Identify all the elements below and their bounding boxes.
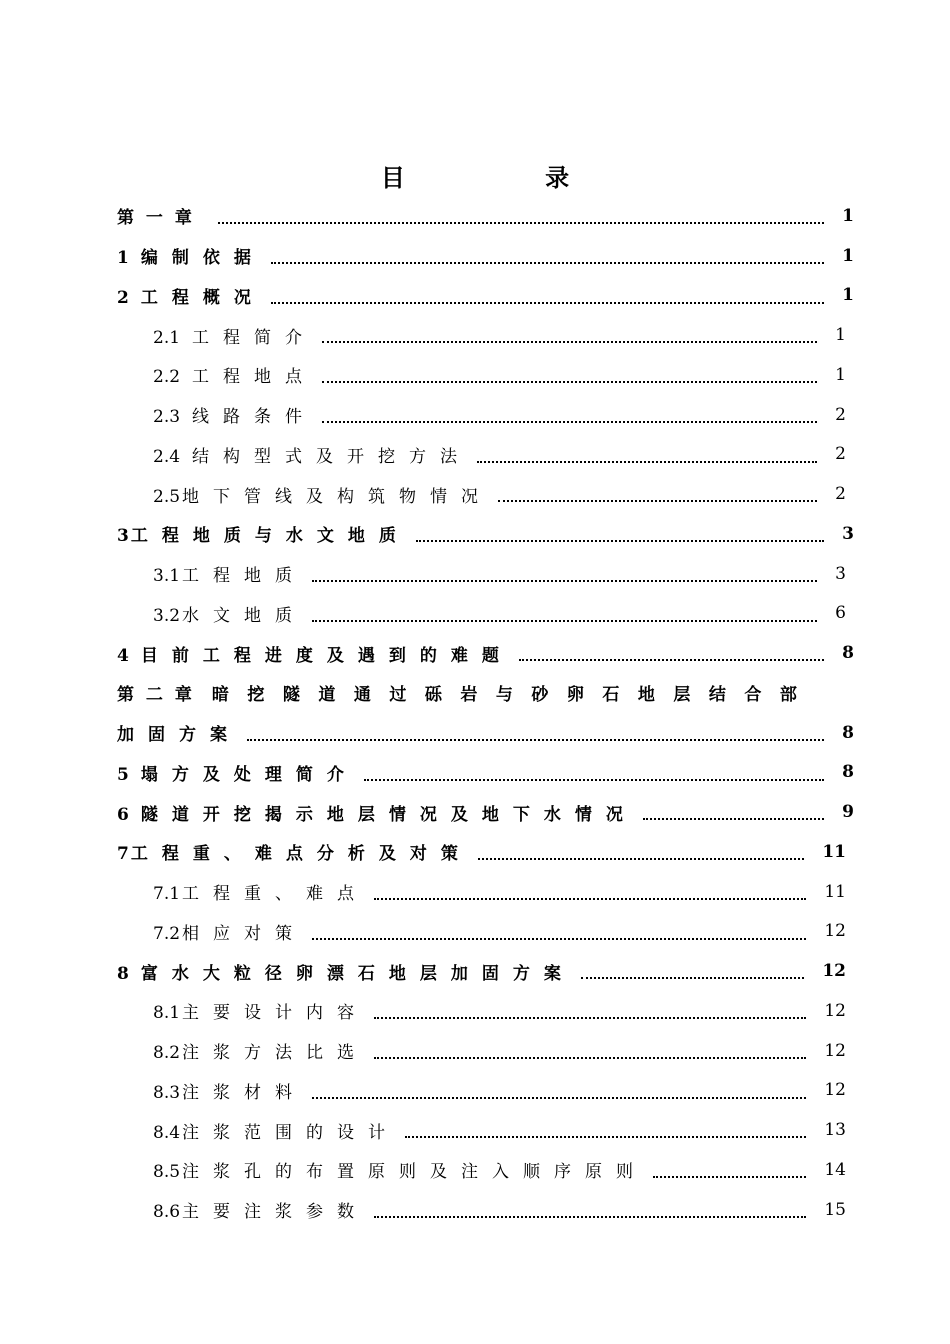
toc-entry-number: 1 <box>117 248 129 269</box>
toc-entry-number: 第 二 章 <box>117 685 192 706</box>
toc-entry[interactable] <box>0 196 950 236</box>
toc-entry[interactable] <box>0 435 950 475</box>
toc-entry-label <box>117 680 815 705</box>
toc-entry-number: 3.1 <box>153 566 181 587</box>
toc-entry-label <box>153 482 492 507</box>
toc-page-number: 12 <box>824 1000 846 1021</box>
toc-entry[interactable] <box>0 1071 950 1111</box>
toc-entry[interactable] <box>0 355 950 395</box>
toc-leader-dots <box>247 739 824 741</box>
toc-leader-dots <box>374 898 806 900</box>
toc-leader-dots <box>374 1057 806 1059</box>
toc-leader-dots <box>374 1216 806 1218</box>
toc-entry[interactable] <box>0 713 950 753</box>
toc-entry-title: 塌方及处理简介 <box>140 764 358 785</box>
toc-page-number: 1 <box>842 245 854 266</box>
toc-entry[interactable] <box>0 276 950 316</box>
toc-leader-dots <box>519 659 824 661</box>
toc-entry-title: 主要设计内容 <box>182 1003 369 1024</box>
toc-page-number: 12 <box>824 1040 846 1061</box>
toc-entry-label <box>153 402 316 427</box>
toc-page-number: 14 <box>824 1159 846 1180</box>
toc-page-number: 2 <box>835 444 846 465</box>
toc-leader-dots <box>322 341 817 343</box>
toc-leader-dots <box>374 1017 806 1019</box>
toc-page-number: 13 <box>824 1120 846 1141</box>
toc-entry-label <box>153 1078 306 1103</box>
toc-entry-label <box>117 800 637 825</box>
toc-entry-number: 2.5 <box>153 486 181 507</box>
toc-entry-title: 工程概况 <box>140 287 265 308</box>
toc-leader-dots <box>364 779 824 781</box>
toc-leader-dots <box>581 977 804 979</box>
toc-leader-dots <box>322 421 817 423</box>
toc-page-number: 8 <box>842 722 854 743</box>
toc-entry-number: 3.2 <box>153 605 181 626</box>
toc-entry-title: 暗挖隧道通过砾岩与砂卵石地层结合部 <box>211 685 816 706</box>
toc-page-number: 1 <box>835 364 846 385</box>
toc-entry-title: 注浆材料 <box>182 1082 307 1103</box>
toc-entry-title: 结构型式及开挖方法 <box>192 446 472 467</box>
toc-entry-label <box>117 720 241 745</box>
toc-entry-title: 工程重、难点分析及对策 <box>130 844 472 865</box>
toc-page-number: 3 <box>835 563 846 584</box>
toc-entry-number: 2.2 <box>153 367 181 388</box>
toc-entry-number: 8.3 <box>153 1082 181 1103</box>
toc-entry-label <box>153 1038 368 1063</box>
toc-entry[interactable] <box>0 753 950 793</box>
toc-entry-number: 8.4 <box>153 1122 181 1143</box>
toc-leader-dots <box>477 461 817 463</box>
toc-entry-number: 7 <box>117 844 129 865</box>
toc-leader-dots <box>312 580 817 582</box>
toc-page-number: 12 <box>822 961 846 982</box>
toc-entry-label <box>117 760 358 785</box>
toc-leader-dots <box>271 262 824 264</box>
toc-page-number: 6 <box>835 603 846 624</box>
toc-entry[interactable] <box>0 951 950 991</box>
toc-leader-dots <box>312 1097 806 1099</box>
toc-entry-label <box>153 601 306 626</box>
toc-page-number: 12 <box>824 1080 846 1101</box>
toc-entry-number: 2 <box>117 287 129 308</box>
toc-leader-dots <box>498 500 817 502</box>
toc-entry-label <box>153 919 306 944</box>
toc-entry-title: 隧道开挖揭示地层情况及地下水情况 <box>140 804 637 825</box>
toc-leader-dots <box>478 858 804 860</box>
toc-entry-number: 第 一 章 <box>117 208 192 229</box>
toc-page-number: 3 <box>842 523 854 544</box>
toc-entry-label <box>153 323 316 348</box>
toc-entry-label <box>153 1118 399 1143</box>
toc-page-number: 1 <box>842 205 854 226</box>
toc-entry[interactable] <box>0 395 950 435</box>
toc-page-number: 8 <box>842 762 854 783</box>
toc-entry-number: 8.2 <box>153 1043 181 1064</box>
toc-entry[interactable] <box>0 514 950 554</box>
toc-entry-number: 4 <box>117 645 129 666</box>
toc-entry-label <box>117 839 472 864</box>
toc-entry-title: 主要注浆参数 <box>182 1202 369 1223</box>
toc-entry-title: 工程简介 <box>192 327 317 348</box>
toc-page-number: 8 <box>842 643 854 664</box>
toc-leader-dots <box>218 222 824 224</box>
toc-page-number: 9 <box>842 802 854 823</box>
toc-entry-label <box>117 641 513 666</box>
toc-entry-title: 目前工程进度及遇到的难题 <box>140 645 513 666</box>
toc-leader-dots <box>312 938 806 940</box>
toc-page-number: 1 <box>835 325 846 346</box>
toc-entry[interactable] <box>0 236 950 276</box>
toc-entry[interactable] <box>0 1150 950 1190</box>
toc-entry-title: 富水大粒径卵漂石地层加固方案 <box>140 963 575 984</box>
toc-page-number: 15 <box>824 1199 846 1220</box>
toc-entry-number: 8 <box>117 963 129 984</box>
toc-leader-dots <box>416 540 824 542</box>
table-of-contents <box>0 196 950 1230</box>
toc-entry-number: 8.6 <box>153 1202 181 1223</box>
toc-entry-label <box>153 998 368 1023</box>
toc-entry-title: 加固方案 <box>117 725 241 746</box>
toc-entry[interactable] <box>0 872 950 912</box>
toc-entry[interactable] <box>0 1110 950 1150</box>
toc-entry-label <box>117 203 212 228</box>
toc-leader-dots <box>653 1176 806 1178</box>
toc-entry[interactable] <box>0 673 950 713</box>
toc-entry-number: 2.4 <box>153 446 181 467</box>
toc-entry[interactable] <box>0 315 950 355</box>
toc-entry[interactable] <box>0 554 950 594</box>
toc-entry-number: 2.1 <box>153 327 181 348</box>
toc-entry-label <box>153 362 316 387</box>
toc-entry-label <box>117 959 575 984</box>
toc-entry-number: 7.2 <box>153 923 181 944</box>
toc-entry-label <box>153 442 471 467</box>
toc-entry-title: 水文地质 <box>182 605 307 626</box>
toc-entry-title: 相应对策 <box>182 923 307 944</box>
toc-entry-title: 工程重、难点 <box>182 884 369 905</box>
toc-entry-label <box>117 283 265 308</box>
toc-entry[interactable] <box>0 792 950 832</box>
toc-entry-number: 8.5 <box>153 1162 181 1183</box>
page-title: 目 录 <box>380 163 636 192</box>
toc-entry[interactable] <box>0 1031 950 1071</box>
toc-leader-dots <box>322 381 817 383</box>
toc-entry[interactable] <box>0 991 950 1031</box>
toc-entry-number: 5 <box>117 764 129 785</box>
toc-entry-number: 3 <box>117 526 129 547</box>
toc-entry-label <box>153 1197 368 1222</box>
toc-entry-title: 注浆范围的设计 <box>182 1122 400 1143</box>
toc-entry-number: 7.1 <box>153 884 181 905</box>
toc-page-number: 2 <box>835 404 846 425</box>
toc-entry-title: 工程地点 <box>192 367 317 388</box>
toc-entry[interactable] <box>0 594 950 634</box>
toc-leader-dots <box>643 818 824 820</box>
toc-entry-title: 地下管线及构筑物情况 <box>182 486 493 507</box>
toc-entry[interactable] <box>0 1190 950 1230</box>
toc-entry-label <box>117 521 410 546</box>
toc-entry-label <box>153 1157 647 1182</box>
toc-page-number: 2 <box>835 484 846 505</box>
toc-entry-label <box>117 243 265 268</box>
toc-entry-title: 工程地质 <box>182 566 307 587</box>
toc-leader-dots <box>271 302 824 304</box>
toc-entry-number: 6 <box>117 804 129 825</box>
toc-entry-label <box>153 561 306 586</box>
toc-leader-dots <box>405 1136 806 1138</box>
toc-entry-number: 2.3 <box>153 407 181 428</box>
toc-entry-number: 8.1 <box>153 1003 181 1024</box>
toc-entry-title: 编制依据 <box>140 248 265 269</box>
toc-entry-title: 线路条件 <box>192 407 317 428</box>
toc-leader-dots <box>312 620 817 622</box>
toc-page-number: 11 <box>822 841 846 862</box>
toc-page-number: 1 <box>842 285 854 306</box>
toc-entry[interactable] <box>0 474 950 514</box>
toc-page-number: 11 <box>824 881 846 902</box>
toc-entry-title: 工程地质与水文地质 <box>130 526 410 547</box>
toc-entry-title: 注浆方法比选 <box>182 1043 369 1064</box>
toc-entry[interactable] <box>0 633 950 673</box>
toc-entry[interactable] <box>0 832 950 872</box>
toc-entry[interactable] <box>0 912 950 952</box>
toc-entry-title: 注浆孔的布置原则及注入顺序原则 <box>182 1162 648 1183</box>
toc-entry-label <box>153 879 368 904</box>
toc-page-number: 12 <box>824 921 846 942</box>
